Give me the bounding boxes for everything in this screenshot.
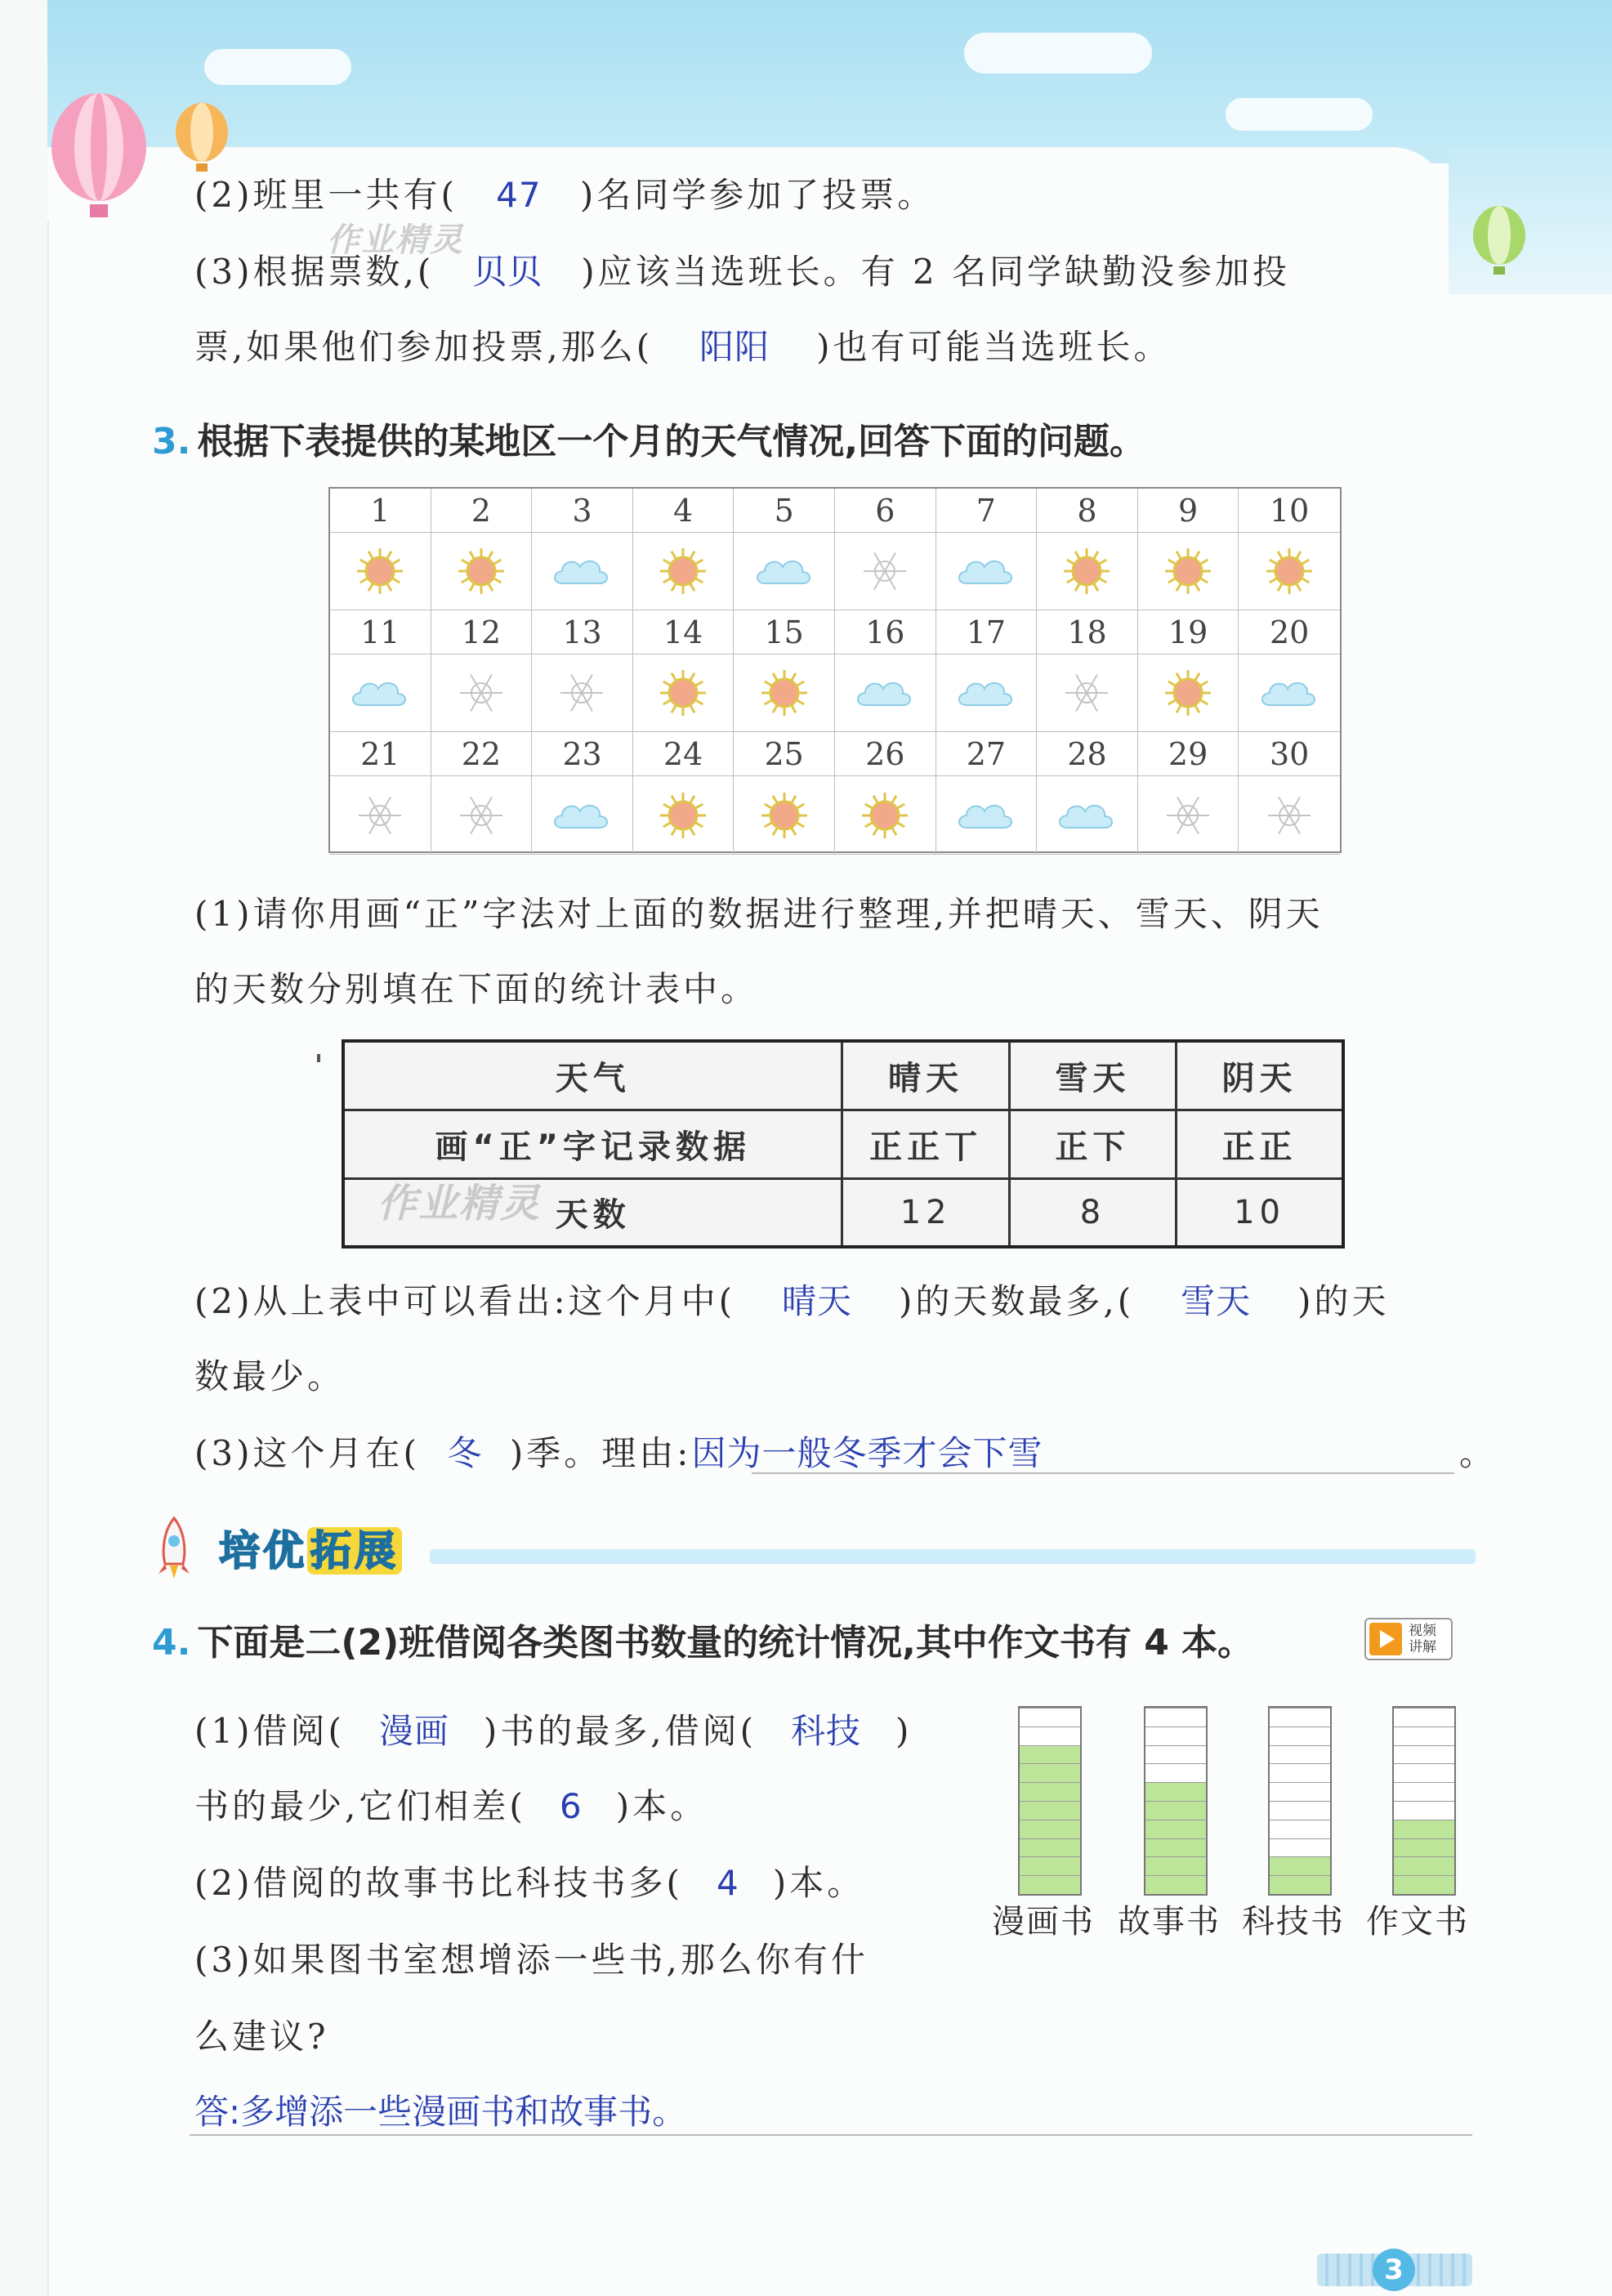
weather-day-label: 8 — [1037, 489, 1138, 533]
hot-air-balloon-icon — [46, 90, 152, 221]
days-snowy: 8 — [1009, 1178, 1176, 1247]
sunny-icon — [633, 776, 735, 855]
q2-part2 — [194, 168, 935, 217]
q3-part3-reason: 因为一般冬季才会下雪 — [691, 1433, 1043, 1473]
bar-2 — [1144, 1706, 1208, 1896]
q3-part2-text: (2)从上表中可以看出:这个月中( — [194, 1281, 736, 1321]
sunny-icon — [633, 654, 735, 732]
cloud-icon — [204, 49, 351, 85]
snowy-icon — [431, 654, 533, 732]
watermark: 作业精灵 — [377, 1181, 542, 1226]
q3-part1-line1: (1)请你用画“正”字法对上面的数据进行整理,并把晴天、雪天、阴天 — [194, 894, 1324, 934]
weather-day-label: 9 — [1138, 489, 1239, 533]
section-title-part1: 培优 — [219, 1527, 307, 1575]
bar-empty-unit — [1145, 1745, 1206, 1764]
tally-header-cloudy: 阴天 — [1177, 1041, 1343, 1110]
weather-day-label: 26 — [835, 732, 936, 776]
q2-part2-answer: 47 — [496, 175, 542, 215]
q2-part3-line2-end: )也有可能当选班长。 — [816, 327, 1172, 367]
snowy-icon — [431, 776, 533, 855]
bar-empty-unit — [1394, 1801, 1454, 1820]
weather-day-label: 3 — [532, 489, 633, 533]
q3-part1-line2: 的天数分别填在下面的统计表中。 — [194, 969, 759, 1009]
bar-label: 故事书 — [1118, 1903, 1221, 1941]
snowy-icon — [835, 533, 936, 610]
bar-empty-unit — [1270, 1801, 1330, 1820]
days-row-label: 天数 — [343, 1178, 842, 1247]
q3-part3-reason-label: )季。理由: — [509, 1433, 692, 1473]
weather-day-label: 16 — [835, 610, 936, 654]
bar-empty-unit — [1270, 1763, 1330, 1782]
bar-empty-unit — [1145, 1763, 1206, 1782]
q4-part1-text-end: ) — [895, 1711, 913, 1751]
video-explain-label — [1409, 1623, 1436, 1655]
bar-empty-unit — [1394, 1708, 1454, 1726]
weather-day-label: 18 — [1037, 610, 1138, 654]
cloudy-icon — [936, 654, 1038, 732]
tally-row-label: 画“正”字记录数据 — [343, 1110, 842, 1178]
weather-day-label: 1 — [330, 489, 431, 533]
q4-number: 4. — [152, 1622, 191, 1664]
q3-part2-line1 — [194, 1275, 1390, 1324]
q3-part2-text-mid: )的天数最多,( — [899, 1281, 1135, 1321]
q3-part2-answer1: 晴天 — [782, 1281, 853, 1321]
bar-filled-unit — [1145, 1856, 1206, 1875]
q4-part1-text: (1)借阅( — [194, 1711, 345, 1751]
bar-filled-unit — [1020, 1801, 1080, 1820]
bar-empty-unit — [1270, 1708, 1330, 1726]
q3-part3-text: (3)这个月在( — [194, 1433, 420, 1473]
q2-part3-answer2: 阳阳 — [699, 327, 770, 367]
weather-day-label: 23 — [532, 732, 633, 776]
cloud-icon — [964, 33, 1152, 74]
snowy-icon — [1239, 776, 1340, 855]
bar-empty-unit — [1394, 1782, 1454, 1801]
q3-number: 3. — [152, 421, 191, 462]
cloudy-icon — [532, 776, 633, 855]
scan-mark — [317, 1054, 320, 1062]
sunny-icon — [835, 776, 936, 855]
bar-filled-unit — [1145, 1838, 1206, 1857]
tally-header-weather: 天气 — [343, 1041, 842, 1110]
sunny-icon — [1037, 533, 1138, 610]
bar-empty-unit — [1020, 1726, 1080, 1745]
q3-part2-line2: 数最少。 — [194, 1356, 346, 1396]
play-icon — [1369, 1623, 1402, 1655]
snowy-icon — [330, 776, 431, 855]
weather-day-label: 27 — [936, 732, 1038, 776]
q3-part3-answer: 冬 — [447, 1433, 483, 1473]
tally-header-snowy: 雪天 — [1009, 1041, 1176, 1110]
section-title — [219, 1518, 402, 1577]
bar-filled-unit — [1020, 1838, 1080, 1857]
bar-label: 作文书 — [1366, 1903, 1469, 1941]
weather-day-label: 2 — [431, 489, 533, 533]
bar-empty-unit — [1145, 1708, 1206, 1726]
q2-part2-text: (2)班里一共有( — [194, 175, 458, 215]
q2-part3-line2-text: 票,如果他们参加投票,那么( — [194, 327, 654, 367]
bar-filled-unit — [1394, 1856, 1454, 1875]
q4-part3-answer: 答:多增添一些漫画书和故事书。 — [194, 2092, 687, 2132]
q2-part3-answer1: 贝贝 — [472, 252, 543, 292]
bar-filled-unit — [1145, 1820, 1206, 1838]
weather-day-label: 25 — [734, 732, 835, 776]
section-title-part2: 拓展 — [307, 1527, 402, 1575]
weather-day-label: 30 — [1239, 732, 1340, 776]
bar-empty-unit — [1270, 1782, 1330, 1801]
tally-header-sunny: 晴天 — [842, 1041, 1009, 1110]
bar-empty-unit — [1270, 1745, 1330, 1764]
weather-day-label: 17 — [936, 610, 1038, 654]
sunny-icon — [431, 533, 533, 610]
weather-day-label: 14 — [633, 610, 735, 654]
bar-empty-unit — [1270, 1838, 1330, 1857]
bar-3 — [1268, 1706, 1332, 1896]
days-cloudy: 10 — [1177, 1178, 1343, 1247]
video-explain-button[interactable] — [1364, 1618, 1453, 1660]
tally-snowy-marks: 正下 — [1009, 1110, 1176, 1178]
bar-filled-unit — [1020, 1875, 1080, 1894]
bar-filled-unit — [1145, 1875, 1206, 1894]
bar-empty-unit — [1020, 1708, 1080, 1726]
sunny-icon — [1138, 533, 1239, 610]
weather-day-label: 10 — [1239, 489, 1340, 533]
q4-title — [152, 1613, 1253, 1665]
bar-filled-unit — [1020, 1820, 1080, 1838]
q3-part3-period: 。 — [1459, 1433, 1498, 1473]
q4-part1-line1 — [194, 1704, 912, 1753]
weather-day-label: 29 — [1138, 732, 1239, 776]
tally-sunny-marks: 正正丅 — [842, 1110, 1009, 1178]
q2-part3-text: (3)根据票数,( — [194, 252, 435, 292]
q4-title-text: 下面是二(2)班借阅各类图书数量的统计情况,其中作文书有 4 本。 — [197, 1622, 1254, 1664]
video-label-line2: 讲解 — [1409, 1639, 1436, 1655]
cloudy-icon — [936, 776, 1038, 855]
cloudy-icon — [734, 533, 835, 610]
bar-filled-unit — [1145, 1801, 1206, 1820]
q4-part1-line2-end: )本。 — [615, 1786, 708, 1826]
weather-day-label: 24 — [633, 732, 735, 776]
bar-label: 漫画书 — [992, 1903, 1095, 1941]
page-number: 3 — [1373, 2249, 1415, 2291]
weather-day-label: 22 — [431, 732, 533, 776]
weather-day-label: 20 — [1239, 610, 1340, 654]
weather-day-label: 4 — [633, 489, 735, 533]
sunny-icon — [1239, 533, 1340, 610]
q4-part2-text-end: )本。 — [772, 1863, 865, 1903]
hot-air-balloon-icon — [173, 101, 230, 175]
sunny-icon — [734, 776, 835, 855]
cloudy-icon — [936, 533, 1038, 610]
bar-empty-unit — [1394, 1745, 1454, 1764]
tally-cloudy-marks: 正正 — [1177, 1110, 1343, 1178]
q4-part3-line1: (3)如果图书室想增添一些书,那么你有什 — [194, 1940, 869, 1980]
weather-day-label: 15 — [734, 610, 835, 654]
bar-empty-unit — [1394, 1726, 1454, 1745]
rocket-icon — [152, 1515, 196, 1580]
bar-filled-unit — [1394, 1820, 1454, 1838]
hot-air-balloon-icon — [1471, 204, 1528, 278]
weather-day-label: 13 — [532, 610, 633, 654]
q3-part2-text-end: )的天 — [1297, 1281, 1390, 1321]
bar-filled-unit — [1394, 1838, 1454, 1857]
q2-part3-text-end: )应该当选班长。有 2 名同学缺勤没参加投 — [581, 252, 1291, 292]
weather-day-label: 19 — [1138, 610, 1239, 654]
bar-filled-unit — [1394, 1875, 1454, 1894]
q3-part3 — [194, 1427, 1043, 1476]
q2-part2-text-end: )名同学参加了投票。 — [579, 175, 935, 215]
bar-filled-unit — [1270, 1856, 1330, 1875]
q4-part2 — [194, 1856, 864, 1905]
q4-part3-line2: 么建议? — [194, 2017, 329, 2057]
q4-part1-text-mid: )书的最多,借阅( — [483, 1711, 757, 1751]
cloudy-icon — [532, 533, 633, 610]
weather-day-label: 6 — [835, 489, 936, 533]
bar-filled-unit — [1020, 1745, 1080, 1764]
bar-label: 科技书 — [1242, 1903, 1345, 1941]
bar-empty-unit — [1145, 1726, 1206, 1745]
q4-part1-answer3: 6 — [559, 1786, 583, 1826]
q3-title — [152, 412, 1145, 464]
cloudy-icon — [330, 654, 431, 732]
weather-day-label: 5 — [734, 489, 835, 533]
section-banner-strip — [430, 1549, 1476, 1564]
q4-part2-text: (2)借阅的故事书比科技书多( — [194, 1863, 683, 1903]
bar-filled-unit — [1020, 1763, 1080, 1782]
answer-underline — [752, 1472, 1454, 1474]
bar-empty-unit — [1270, 1726, 1330, 1745]
q4-part1-answer2: 科技 — [791, 1711, 862, 1751]
snowy-icon — [532, 654, 633, 732]
bar-filled-unit — [1020, 1782, 1080, 1801]
bar-filled-unit — [1020, 1856, 1080, 1875]
cloud-icon — [1226, 98, 1373, 131]
days-sunny: 12 — [842, 1178, 1009, 1247]
bar-filled-unit — [1270, 1875, 1330, 1894]
cloudy-icon — [835, 654, 936, 732]
answer-underline — [190, 2134, 1472, 2136]
q4-part1-line2 — [194, 1780, 708, 1829]
weather-day-label: 28 — [1037, 732, 1138, 776]
sunny-icon — [330, 533, 431, 610]
weather-day-label: 12 — [431, 610, 533, 654]
q2-part3-line2 — [194, 320, 1171, 369]
sunny-icon — [1138, 654, 1239, 732]
bar-empty-unit — [1394, 1763, 1454, 1782]
q4-part2-answer: 4 — [717, 1863, 739, 1903]
video-label-line1: 视频 — [1409, 1623, 1436, 1639]
q4-part1-answer1: 漫画 — [378, 1711, 449, 1751]
bar-4 — [1392, 1706, 1456, 1896]
q4-part1-line2-text: 书的最少,它们相差( — [194, 1786, 526, 1826]
bar-empty-unit — [1270, 1820, 1330, 1838]
weather-grid — [328, 487, 1342, 853]
weather-day-label: 7 — [936, 489, 1038, 533]
weather-day-label: 21 — [330, 732, 431, 776]
snowy-icon — [1037, 654, 1138, 732]
bar-filled-unit — [1145, 1782, 1206, 1801]
sunny-icon — [734, 654, 835, 732]
sunny-icon — [633, 533, 735, 610]
bar-1 — [1018, 1706, 1082, 1896]
cloudy-icon — [1037, 776, 1138, 855]
q3-part2-answer2: 雪天 — [1181, 1281, 1252, 1321]
weather-day-label: 11 — [330, 610, 431, 654]
snowy-icon — [1138, 776, 1239, 855]
watermark: 作业精灵 — [327, 221, 464, 259]
q3-title-text: 根据下表提供的某地区一个月的天气情况,回答下面的问题。 — [197, 421, 1146, 462]
cloudy-icon — [1239, 654, 1340, 732]
